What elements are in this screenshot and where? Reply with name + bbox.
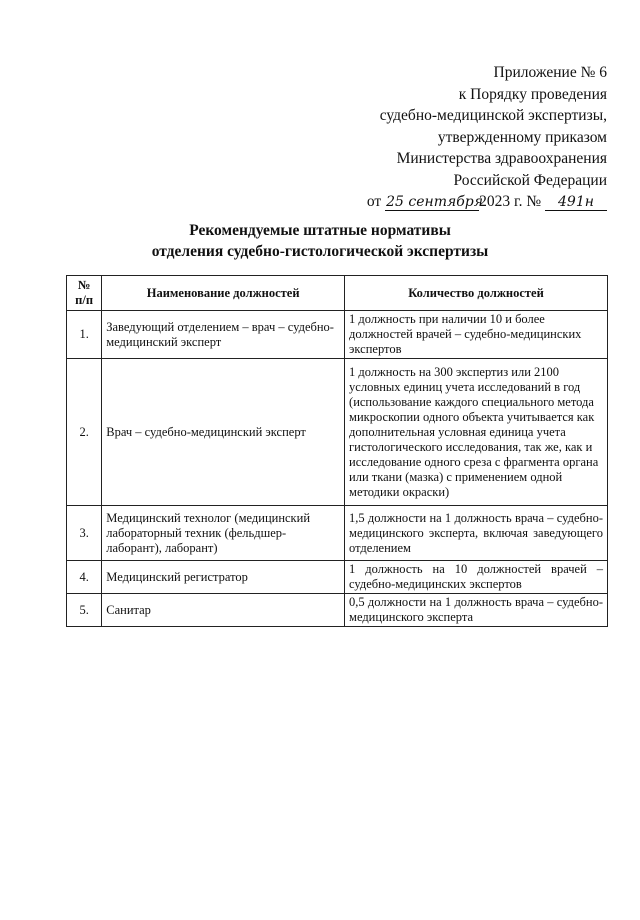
- row-position-count: 1 должность на 10 должностей врачей – судебно-медицинских экспертов: [345, 561, 608, 594]
- row-num: 4.: [67, 561, 102, 594]
- row-position-count: 1 должность при наличии 10 и более должностей врачей – судебно-медицинских экспертов: [345, 311, 608, 359]
- row-position-name: Врач – судебно-медицинский эксперт: [102, 359, 345, 506]
- header-position-name: Наименование должностей: [102, 276, 345, 311]
- table-row: [67, 506, 608, 561]
- table-row: [67, 594, 608, 627]
- appendix-line-6: Российской Федерации: [453, 171, 607, 189]
- header-position-count: Количество должностей: [345, 276, 608, 311]
- date-year: 2023 г. №: [479, 193, 542, 210]
- table-header-row: [67, 276, 608, 311]
- row-position-name: Заведующий отделением – врач – судебно-медицинский эксперт: [102, 311, 345, 359]
- header-num: № п/п: [67, 276, 102, 311]
- table-row: [67, 311, 608, 359]
- row-num: 2.: [67, 359, 102, 506]
- row-position-count: 0,5 должности на 1 должность врача – судебно-медицинского эксперта: [345, 594, 608, 627]
- handwritten-order-number: 491н: [545, 194, 607, 211]
- appendix-header: [367, 62, 607, 213]
- staffing-norms-table: [66, 275, 608, 627]
- title-line-2: отделения судебно-гистологической экспертизы: [151, 243, 489, 260]
- row-position-name: Медицинский регистратор: [102, 561, 345, 594]
- row-position-count: 1,5 должности на 1 должность врача – судебно-медицинского эксперта, включая заведующего отделением: [345, 506, 608, 561]
- order-date-line: [367, 191, 607, 213]
- date-prefix: от: [366, 193, 382, 210]
- row-num: 1.: [67, 311, 102, 359]
- table-row: [67, 561, 608, 594]
- row-position-name: Санитар: [102, 594, 345, 627]
- appendix-line-5: Министерства здравоохранения: [396, 150, 607, 167]
- appendix-line-2: к Порядку проведения: [458, 85, 607, 103]
- title-line-1: Рекомендуемые штатные нормативы: [189, 222, 451, 239]
- row-num: 3.: [67, 506, 102, 561]
- appendix-line-4: утвержденному приказом: [437, 128, 607, 146]
- document-title: [0, 220, 640, 262]
- appendix-number: Приложение № 6: [493, 64, 607, 81]
- row-position-count: 1 должность на 300 экспертиз или 2100 условных единиц учета исследований в год (использование каждого специального метода микроскопии одного объекта учитывается как дополнительная условная единица учета гистологического исследования, так же, как и исследование одного среза с фрагмента органа или ткани (мазка) с применением одной методики окраски): [345, 359, 608, 506]
- appendix-line-3: судебно-медицинской экспертизы,: [379, 107, 607, 124]
- handwritten-date: 25 сентября: [386, 194, 484, 210]
- row-position-name: Медицинский технолог (медицинский лабораторный техник (фельдшер-лаборант), лаборант): [102, 506, 345, 561]
- row-num: 5.: [67, 594, 102, 627]
- table-row: [67, 359, 608, 506]
